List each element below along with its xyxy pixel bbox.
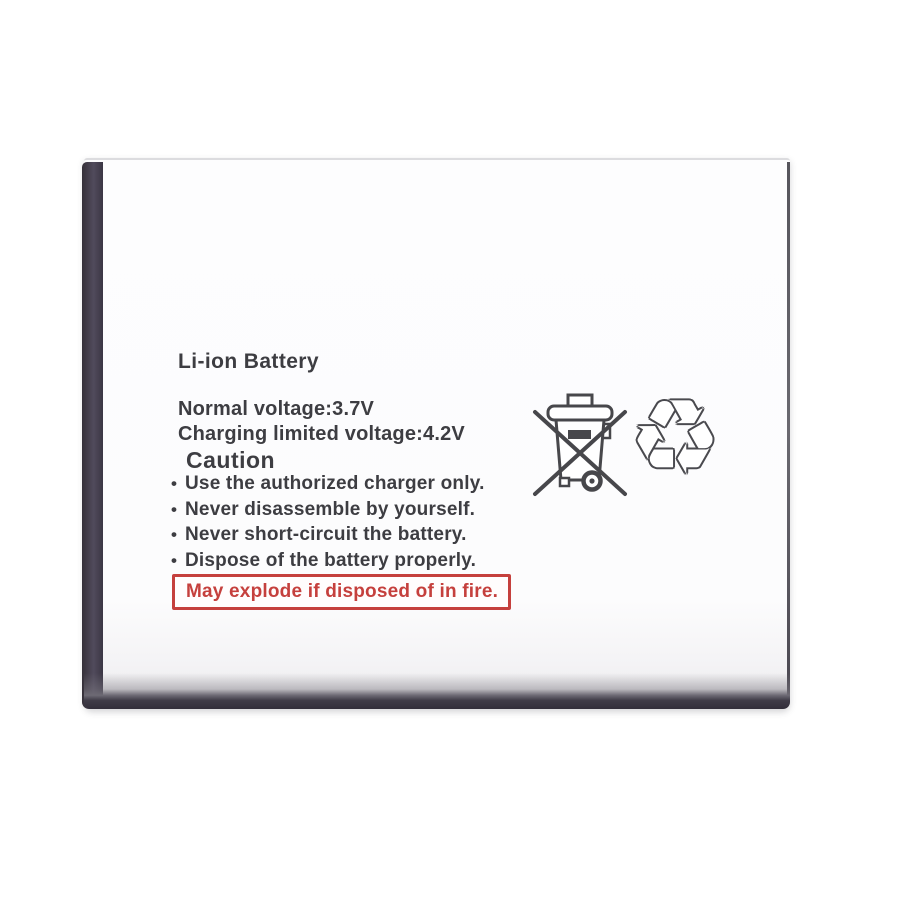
bullet-icon: • [171, 499, 178, 519]
caution-item-text: Use the authorized charger only. [185, 473, 485, 494]
battery-bottom-edge [84, 673, 790, 709]
recycle-icon: ♻ [628, 378, 722, 498]
bullet-icon: • [171, 525, 178, 545]
caution-item-text: Never short-circuit the battery. [185, 524, 467, 546]
caution-item-text: Never disassemble by yourself. [185, 498, 476, 520]
warning-box [172, 574, 511, 610]
caution-heading: Caution [186, 447, 276, 473]
battery-right-edge [787, 162, 790, 702]
crossed-out-bin-icon [532, 391, 628, 497]
caution-item-text: Dispose of the battery properly. [185, 549, 477, 571]
warning-text: May explode if disposed of in fire. [186, 581, 499, 602]
list-item [171, 497, 485, 523]
caution-list [171, 471, 485, 573]
bullet-icon: • [171, 474, 178, 493]
normal-voltage-text: Normal voltage:3.7V [178, 398, 375, 420]
list-item [171, 471, 485, 497]
bullet-icon: • [171, 550, 178, 570]
battery-photo [84, 158, 790, 709]
list-item [171, 522, 485, 548]
list-item [171, 548, 485, 574]
battery-left-edge [82, 162, 103, 709]
charging-voltage-text: Charging limited voltage:4.2V [178, 423, 465, 445]
battery-title: Li-ion Battery [178, 350, 319, 373]
